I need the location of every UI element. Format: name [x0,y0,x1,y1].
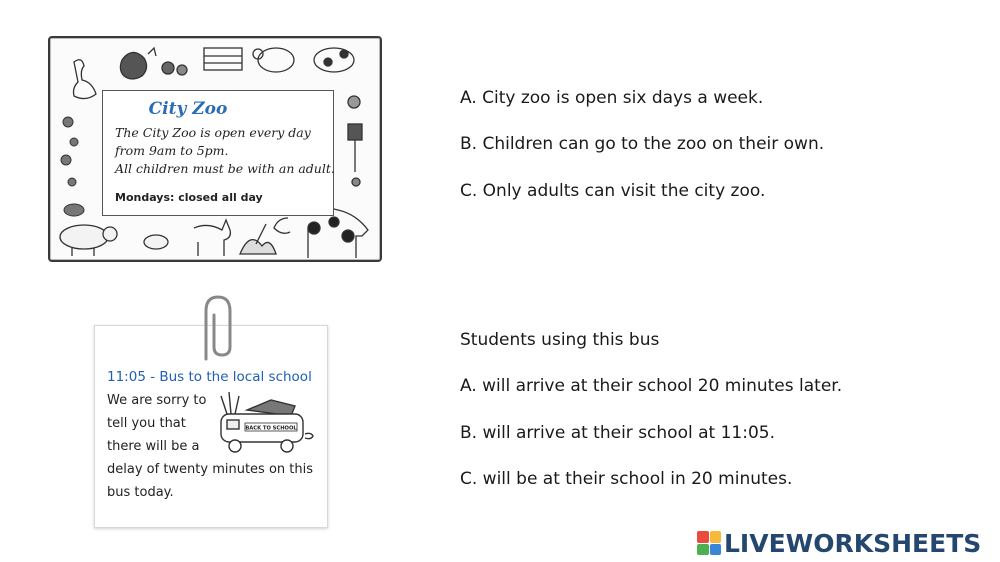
bus-sign-text: BACK TO SCHOOL [245,425,297,432]
bus-notice-line-3: there will be a [107,439,200,454]
bus-notice-title: 11:05 - Bus to the local school [107,369,312,385]
zoo-sign-image [44,32,382,262]
bus-option-a[interactable]: A. will arrive at their school 20 minutes later. [460,376,843,396]
liveworksheets-wordmark: LIVEWORKSHEETS [724,528,982,558]
logo-square-2 [710,531,722,543]
zoo-option-a[interactable]: A. City zoo is open six days a week. [460,88,764,108]
zoo-option-b[interactable]: B. Children can go to the zoo on their own. [460,134,825,154]
bus-notice-line-2: tell you that [107,416,186,431]
logo-square-3 [697,544,709,556]
zoo-sign-closed-note: Mondays: closed all day [115,191,263,204]
logo-square-1 [697,531,709,543]
zoo-sign-line-3: All children must be with an adult. [115,161,335,176]
bus-notice-line-5: bus today. [107,485,174,500]
school-bus-icon [217,390,317,458]
paperclip-icon [190,293,236,363]
zoo-sign-title: City Zoo [148,99,228,119]
zoo-sign-line-1: The City Zoo is open every day [115,125,311,140]
bus-notice-line-1: We are sorry to [107,393,207,408]
logo-square-4 [710,544,722,556]
liveworksheets-logo-icon [697,531,721,555]
bus-option-c[interactable]: C. will be at their school in 20 minutes. [460,469,793,489]
zoo-notice-panel [102,90,334,216]
bus-notice-line-4: delay of twenty minutes on this [107,462,314,477]
zoo-option-c[interactable]: C. Only adults can visit the city zoo. [460,181,766,201]
liveworksheets-brand[interactable] [697,527,981,559]
bus-question-stem: Students using this bus [460,330,660,350]
zoo-sign-line-2: from 9am to 5pm. [115,143,229,158]
bus-option-b[interactable]: B. will arrive at their school at 11:05. [460,423,775,443]
